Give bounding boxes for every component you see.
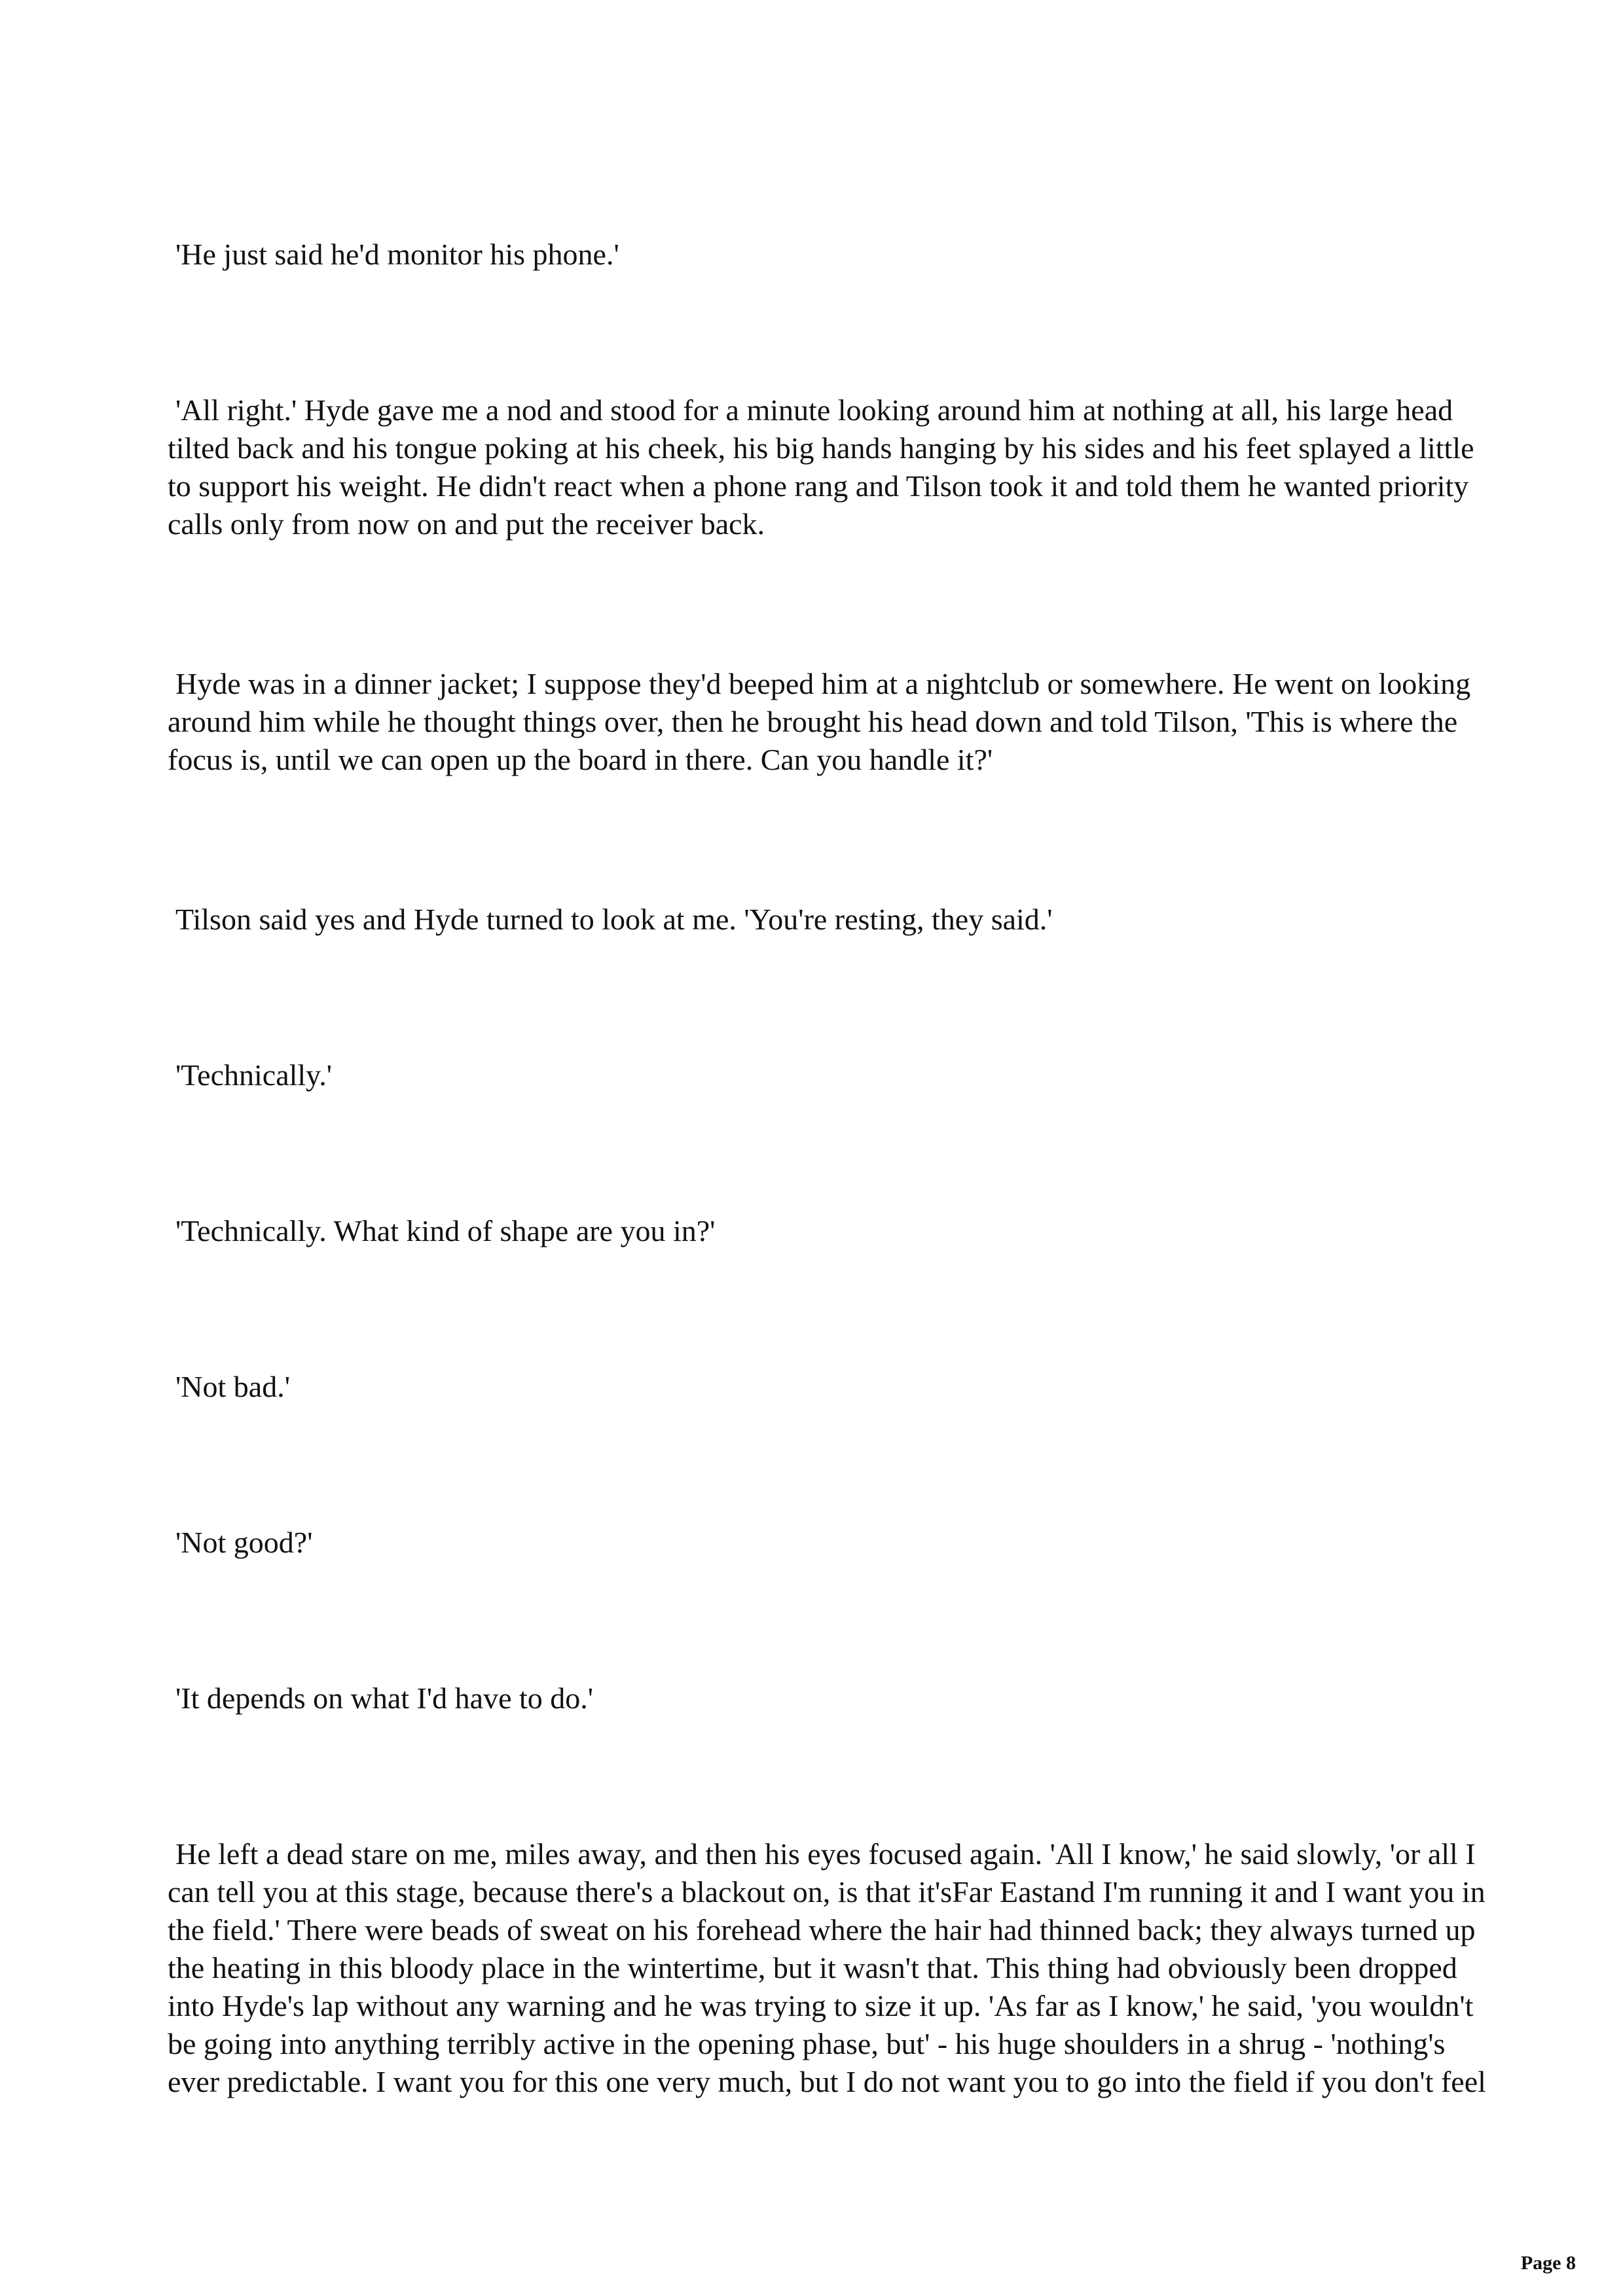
paragraph-8-text: 'Not good?' [175,1526,313,1559]
paragraph-1 [168,236,1497,274]
paragraph-10 [168,1835,1497,2101]
paragraph-6 [168,1212,1497,1250]
paragraph-2-text: 'All right.' Hyde gave me a nod and stood for a minute looking around him at nothing at all, his large head tilted back and his tongue poking at his cheek, his big hands hanging by his sides and his feet splayed a little to support his weight. He didn't react when a phone rang and Tilson took it and told them he wanted priority calls only from now on and put the receiver back. [168,393,1474,541]
paragraph-5-text: 'Technically.' [175,1058,332,1092]
paragraph-10-text: He left a dead stare on me, miles away, and then his eyes focused again. 'All I know,' he said slowly, 'or all I can tell you at this stage, because there's a blackout on, is that it'sFar Eastand I'm running it and I want you in the field.' There were beads of sweat on his forehead where the hair had thinned back; they always turned up the heating in this bloody place in the wintertime, but it wasn't that. This thing had obviously been dropped into Hyde's lap without any warning and he was trying to size it up. 'As far as I know,' he said, 'you wouldn't be going into anything terribly active in the opening phase, but' - his huge shoulders in a shrug - 'nothing's ever predictable. I want you for this one very much, but I do not want you to go into the field if you don't feel [168,1837,1486,2098]
paragraph-3-text: Hyde was in a dinner jacket; I suppose they'd beeped him at a nightclub or somewhere. He went on looking around him while he thought things over, then he brought his head down and told Tilson, 'This is where the focus is, until we can open up the board in there. Can you handle it?' [168,667,1471,776]
paragraph-7-text: 'Not bad.' [175,1370,290,1403]
paragraph-4 [168,901,1497,939]
paragraph-1-text: 'He just said he'd monitor his phone.' [175,238,619,271]
page-number: Page 8 [1520,2252,1576,2274]
paragraph-9 [168,1679,1497,1717]
paragraph-7 [168,1368,1497,1406]
paragraph-5 [168,1056,1497,1094]
paragraph-8 [168,1524,1497,1562]
paragraph-3 [168,665,1497,779]
paragraph-6-text: 'Technically. What kind of shape are you in?' [175,1214,716,1247]
paragraph-9-text: 'It depends on what I'd have to do.' [175,1681,594,1715]
paragraph-2 [168,391,1497,543]
paragraph-4-text: Tilson said yes and Hyde turned to look at me. 'You're resting, they said.' [175,903,1053,936]
